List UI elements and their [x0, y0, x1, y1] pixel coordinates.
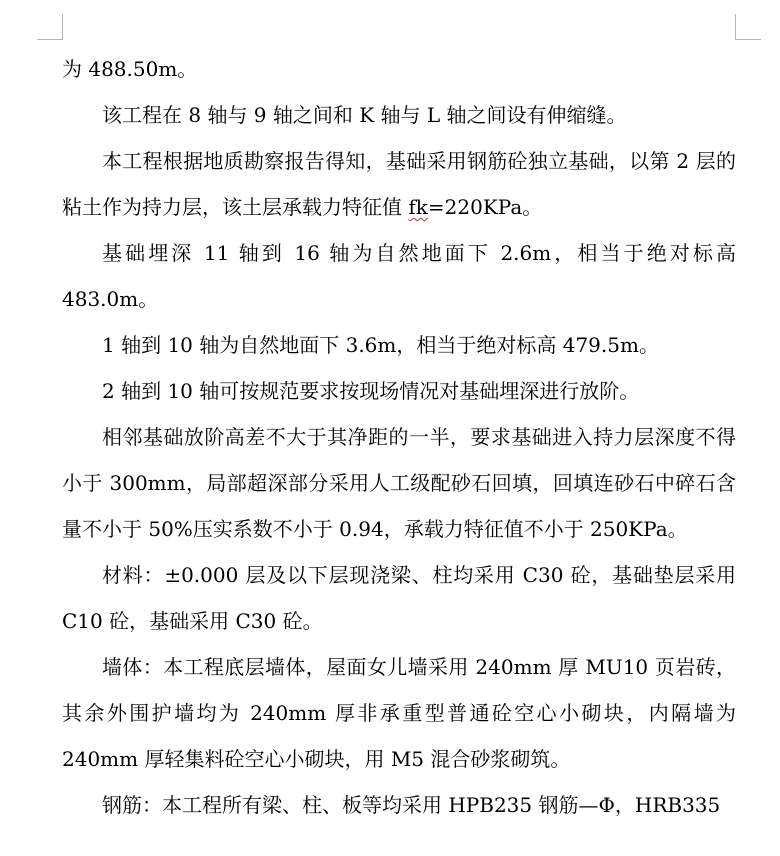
crop-mark-top-left	[37, 14, 63, 40]
foundation-text-segment: 本工程根据地质勘察报告得知，基础采用钢筋砼独立基础，以第 2 层的粘土作为持力层，该土层承载力特征值	[62, 149, 736, 219]
paragraph-elevation: 为 488.50m。	[62, 57, 198, 81]
document-body[interactable]	[62, 46, 736, 828]
paragraph-walls: 墙体：本工程底层墙体，屋面女儿墙采用 240mm 厚 MU10 页岩砖，其余外围护墙均为 240mm 厚非承重型普通砼空心小砌块，内隔墙为 240mm 厚轻集料砼空心小砌块，用 M5 混合砂浆砌筑。	[62, 655, 736, 771]
paragraph-burial-depth: 基础埋深 11 轴到 16 轴为自然地面下 2.6m，相当于绝对标高 483.0m。	[62, 241, 736, 311]
paragraph-expansion-joint: 该工程在 8 轴与 9 轴之间和 K 轴与 L 轴之间设有伸缩缝。	[102, 103, 627, 127]
paragraph-rebar: 钢筋：本工程所有梁、柱、板等均采用 HPB235 钢筋—Φ，HRB335	[102, 793, 721, 817]
paragraph-step-spec: 2 轴到 10 轴可按规范要求按现场情况对基础埋深进行放阶。	[102, 379, 640, 403]
paragraph-foundation-type	[62, 138, 736, 230]
paragraph-axis-depth: 1 轴到 10 轴为自然地面下 3.6m，相当于绝对标高 479.5m。	[102, 333, 659, 357]
spellcheck-flagged-word[interactable]: fk	[408, 195, 428, 219]
foundation-value-segment: =220KPa。	[427, 195, 543, 219]
paragraph-materials: 材料：±0.000 层及以下层现浇梁、柱均采用 C30 砼，基础垫层采用 C10 砼，基础采用 C30 砼。	[62, 563, 736, 633]
paragraph-adjacent-foundation: 相邻基础放阶高差不大于其净距的一半，要求基础进入持力层深度不得小于 300mm，局部超深部分采用人工级配砂石回填，回填连砂石中碎石含量不小于 50%压实系数不小于 0.94，承载力特征值不小于 250KPa。	[62, 425, 736, 541]
crop-mark-top-right	[735, 14, 761, 40]
